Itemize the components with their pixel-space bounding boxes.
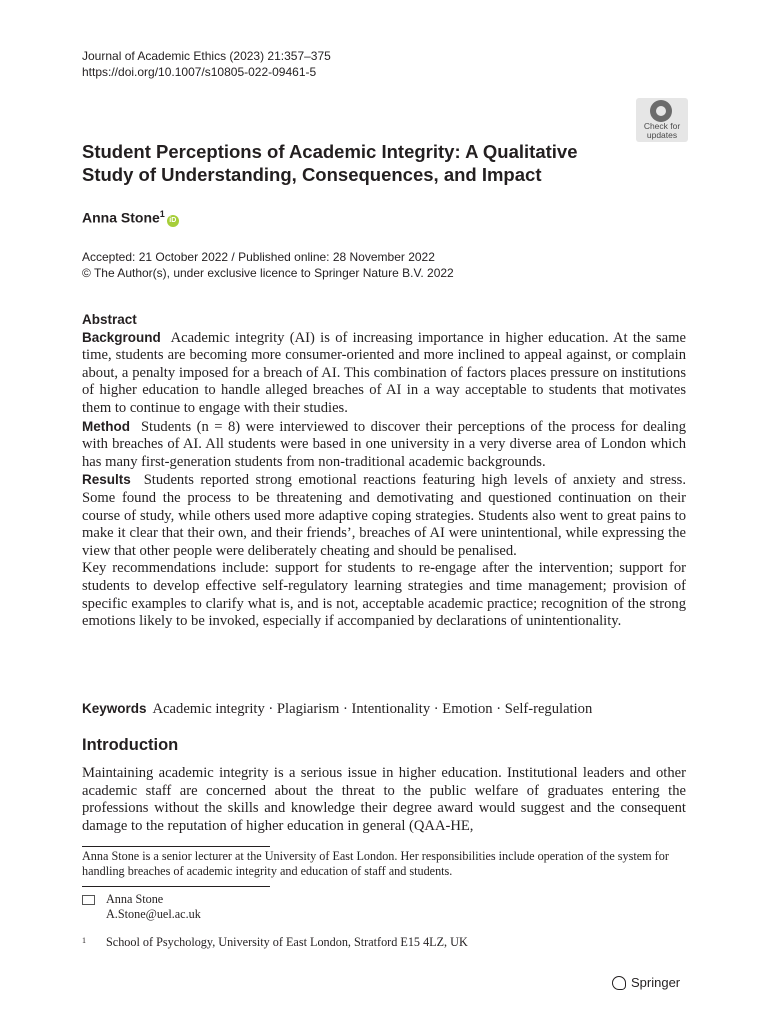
envelope-icon xyxy=(82,895,95,905)
contact-divider xyxy=(82,886,270,887)
abstract-results: Results Students reported strong emotional reactions featuring high levels of anxiety and stress. Some found the process to be threatening and demotivating and questioned continuation on their course of study, while others used more adaptive coping strategies. Students also went to great pains to make it clear that their own, and their friends’, breaches of AI were unintentional, while expressing the view that other people were deliberately cheating and should be penalised. xyxy=(82,472,686,559)
abstract-heading: Abstract xyxy=(82,312,137,327)
contact-name: Anna Stone xyxy=(106,892,164,906)
author-affiliation-ref: 1 xyxy=(159,209,165,219)
journal-header xyxy=(82,48,331,80)
footnote-divider xyxy=(82,846,270,847)
contact-email[interactable]: A.Stone@uel.ac.uk xyxy=(106,907,201,921)
publisher-logo xyxy=(612,975,680,990)
publication-dates: Accepted: 21 October 2022 / Published online: 28 November 2022 xyxy=(82,250,435,264)
author-line xyxy=(82,209,179,227)
results-label: Results xyxy=(82,472,131,488)
keywords-list: Academic integrity · Plagiarism · Intentionality · Emotion · Self-regulation xyxy=(152,701,593,717)
article-title: Student Perceptions of Academic Integrity: A Qualitative Study of Understanding, Consequences, and Impact xyxy=(82,141,578,185)
copyright-notice: © The Author(s), under exclusive licence to Springer Nature B.V. 2022 xyxy=(82,266,454,280)
method-label: Method xyxy=(82,418,130,434)
keywords xyxy=(82,700,686,718)
affiliation-number: 1 xyxy=(82,936,86,945)
affiliation-text: School of Psychology, University of East London, Stratford E15 4LZ, UK xyxy=(106,935,468,949)
journal-citation: Journal of Academic Ethics (2023) 21:357–375 xyxy=(82,49,331,63)
abstract xyxy=(82,311,686,631)
background-label: Background xyxy=(82,329,161,345)
publication-info xyxy=(82,249,454,281)
crossmark-icon xyxy=(650,100,672,122)
springer-horse-icon xyxy=(612,976,626,990)
author-name[interactable]: Anna Stone xyxy=(82,209,160,226)
abstract-background: Background Academic integrity (AI) is of increasing importance in higher education. At the same time, students are becoming more consumer-oriented and more inclined to appeal against, or complain about, a penalty imposed for a breach of AI. This combination of factors places pressure on institutions of higher education to handle alleged breaches of AI in a way acceptable to students that motivates them to continue to engage with their studies. xyxy=(82,329,686,416)
publisher-name: Springer xyxy=(631,975,681,990)
check-for-updates-badge[interactable] xyxy=(636,98,688,142)
author-bio-footnote: Anna Stone is a senior lecturer at the University of East London. Her responsibilities include operation of the system for handling breaches of academic integrity and education of staff and students. xyxy=(82,849,669,878)
introduction-heading: Introduction xyxy=(82,736,179,754)
orcid-icon[interactable]: iD xyxy=(167,215,179,227)
abstract-method: Method Students (n = 8) were interviewed to discover their perceptions of the process for dealing with breaches of AI. All students were based in one university in a very diverse area of London which has many first-generation students from non-traditional academic backgrounds. xyxy=(82,418,686,470)
keywords-label: Keywords xyxy=(82,701,147,716)
crossmark-label: Check for updates xyxy=(643,121,681,140)
introduction-paragraph: Maintaining academic integrity is a serious issue in higher education. Institutional leaders and other academic staff are concerned about the threat to the public welfare of graduates entering the professions without the skills and knowledge their degree award would suggest and the consequent damage to the reputation of higher education in general (QAA-HE, xyxy=(82,765,686,834)
abstract-recommendations: Key recommendations include: support for students to re-engage after the intervention; support for students to develop effective self-regulatory learning strategies and time management; provision of specific examples to clarify what is, and is not, acceptable academic practice; recognition of the strong emotions likely to be invoked, especially if accompanied by declarations of unintentionality. xyxy=(82,560,686,630)
doi-link[interactable]: https://doi.org/10.1007/s10805-022-09461-5 xyxy=(82,65,317,79)
